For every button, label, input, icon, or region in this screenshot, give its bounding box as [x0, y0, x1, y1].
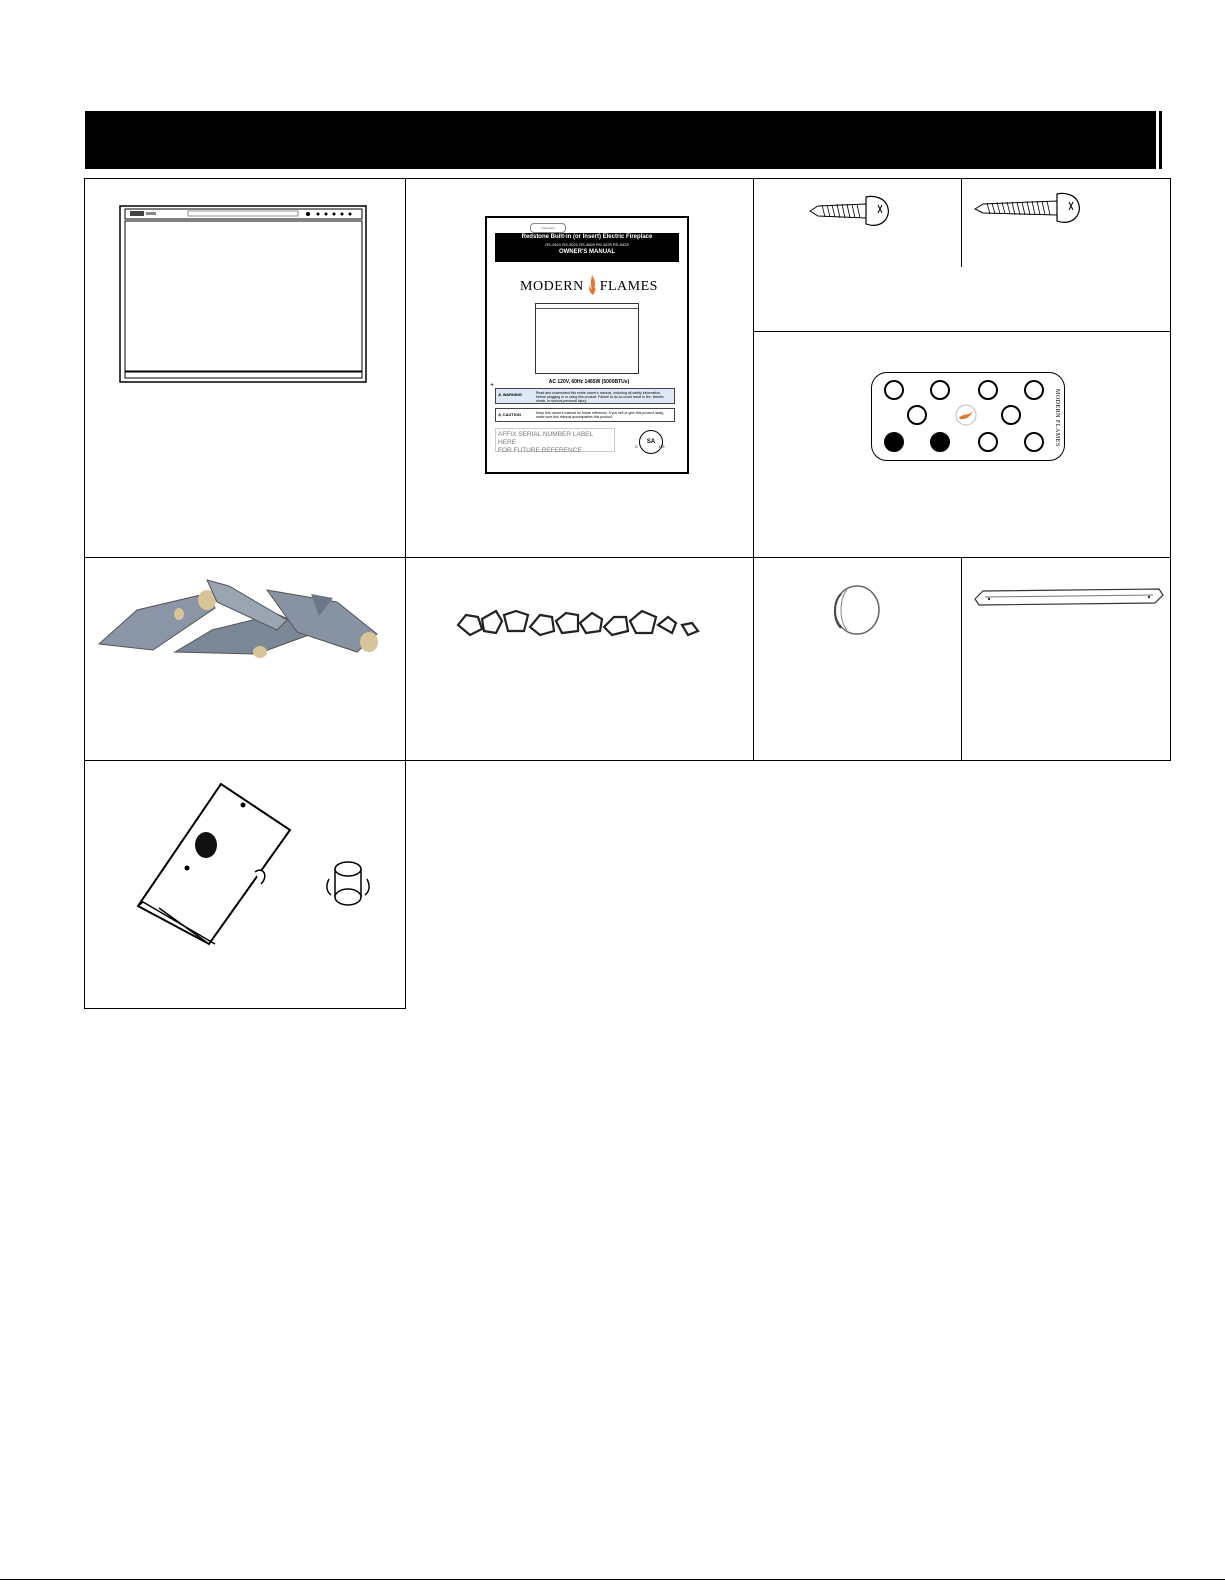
- ember-media-image: [452, 603, 702, 645]
- light-dim-icon: [1001, 405, 1021, 425]
- page-bottom-rule: [0, 1579, 1225, 1580]
- long-screw-icon: [973, 189, 1085, 225]
- brand-logo: [487, 274, 691, 296]
- manual-tab: Instruction: [530, 223, 566, 233]
- brand-right: FLAMES: [599, 279, 658, 294]
- caution-label: ⚠ CAUTION: [498, 412, 521, 417]
- brightness-icon: [978, 432, 998, 452]
- fireplace-insert-illustration: [118, 204, 370, 386]
- short-screw-icon: [808, 193, 890, 227]
- warning-label: ⚠ WARNING: [498, 392, 523, 397]
- ember-light-icon: [1024, 380, 1044, 400]
- brand-left: MODERN: [520, 279, 584, 294]
- cell-screw-label: [753, 267, 1171, 332]
- knob-cap-icon: [829, 584, 885, 636]
- certification-mark: SA: [639, 430, 663, 454]
- waves-icon: [884, 380, 904, 400]
- manual-subtitle: OWNER'S MANUAL: [558, 249, 616, 255]
- junction-box-cover-icon: [135, 780, 300, 946]
- affix-serial-box: AFFIX SERIAL NUMBER LABEL HERE FOR FUTURE REFERENCE: [495, 428, 615, 452]
- rail-bracket-icon: [973, 585, 1167, 609]
- log-set-image: [97, 572, 387, 658]
- top-light-icon: [1024, 432, 1044, 452]
- manual-models: RS-2621 RS-3021 RS-3626 RS-4229 RS-5429: [545, 242, 629, 247]
- manual-spec: AC 120V, 60Hz 1465W (5000BTUs): [548, 379, 630, 385]
- cell-fireplace-unit: [84, 178, 406, 558]
- manual-fireplace-image: [535, 303, 639, 374]
- warning-text: Read and understand this entire owner's manual, including all safety information, before plugging in or using this product. Failure to do so could result in fire, electric shock, or serious personal injury.: [536, 391, 664, 403]
- flame-icon: [587, 274, 597, 296]
- wire-clamp-icon: [323, 857, 373, 911]
- remote-logo: MODERN FLAMES: [1054, 389, 1060, 447]
- flame-color-icon: [954, 403, 978, 427]
- owners-manual-cover: Instruction Redstone Built-in (or Insert) Electric Fireplace RS-2621 RS-3021 RS-3626 RS-4229 RS-5429 OWNER'S MANUAL MODERN FLAMES + AC 120V, 60Hz 1465W (5000BTUs) ⚠ WARNING Read and understand this entire owner's manual, including all safety information, before plugging in or using this product. Failure to do so could result in fire, electric shock, or serious personal injury. ⚠ CAUTION Keep this owner's manual for future reference. If you sell or give this product away, make sure this manual accompanies this product. AFFIX SERIAL NUMBER LABEL HERE FOR FUTURE REFERENCE SA C US: [485, 216, 689, 474]
- flame-speed-icon: [907, 405, 927, 425]
- manual-title-band: [495, 233, 679, 262]
- timer-icon: [930, 380, 950, 400]
- cell-ember-media: [405, 557, 754, 761]
- manual-title: Redstone Built-in (or Insert) Electric Fireplace: [521, 234, 653, 240]
- heat-icon: [930, 432, 950, 452]
- warning-box: [495, 388, 675, 404]
- thermometer-icon: [978, 380, 998, 400]
- section-header-bar: [85, 111, 1156, 169]
- caution-text: Keep this owner's manual for future reference. If you sell or give this product away, make sure this manual accompanies this product.: [536, 411, 664, 419]
- remote-control: [871, 372, 1065, 461]
- power-icon: [884, 432, 904, 452]
- caution-box: [495, 408, 675, 422]
